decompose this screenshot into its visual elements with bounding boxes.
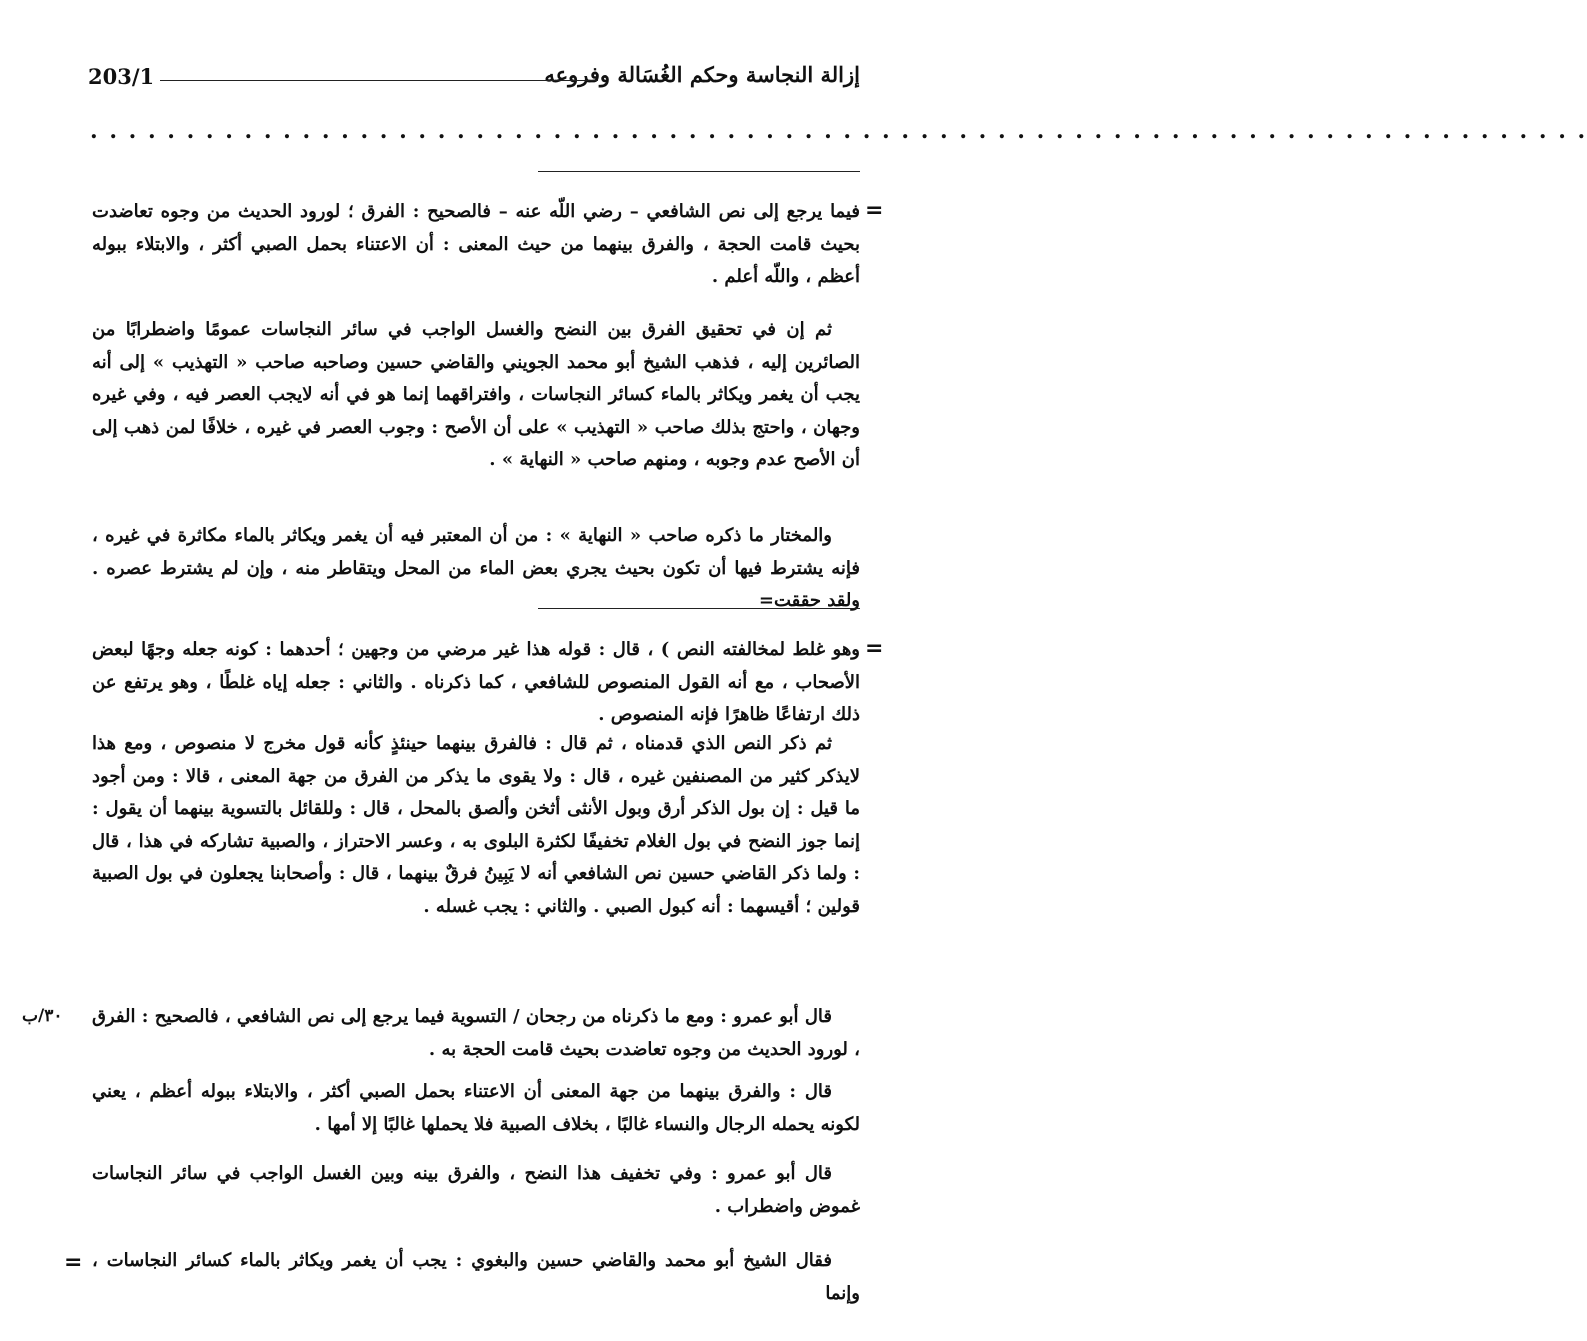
- continuation-mark-top: =: [865, 198, 884, 223]
- footnote-rule-top: [538, 171, 860, 172]
- footnote-bottom-text-2: ثم ذكر النص الذي قدمناه ، ثم قال : فالفرق بينهما حينئذٍ كأنه قول مخرج لا منصوص ، ومع هذا لايذكر كثير من المصنفين غيره ، قال : ولا يقوى ما يذكر من الفرق من جهة المعنى ، قالا : ومن أجود ما قيل : إن بول الذكر أرق وبول الأنثى أثخن وألصق بالمحل ، قال : وللقائل بالتسوية بينهما أن يقول : إنما جوز النضح في بول الغلام تخفيفًا لكثرة البلوى به ، وعسر الاحتراز ، والصبية تشاركه في هذا ، قال : ولما ذكر القاضي حسين نص الشافعي أنه لا يَبِينُ فرقٌ بينهما ، قال : وأصحابنا يجعلون في بول الصبية قولين ؛ أقيسهما : أنه كبول الصبي . والثاني : يجب غسله .: [92, 733, 861, 917]
- footnote-top-text-3: والمختار ما ذكره صاحب « النهاية » : من أن المعتبر فيه أن يغمر ويكاثر بالماء مكاثرة في غيره ، فإنه يشترط فيها أن تكون بحيث يجري بعض الماء من المحل ويتقاطر منه ، وإن لم يشترط عصره . ولقد حققت=: [92, 525, 860, 611]
- continuation-mark-end: =: [64, 1250, 83, 1275]
- footnote-top-paragraph-2: [92, 314, 860, 477]
- footnote-top-text-2: ثم إن في تحقيق الفرق بين النضح والغسل الواجب في سائر النجاسات عمومًا واضطرابًا من الصائرين إليه ، فذهب الشيخ أبو محمد الجويني والقاضي حسين وصاحبه صاحب « التهذيب » إلى أنه يجب أن يغمر ويكاثر بالماء كسائر النجاسات ، وافتراقهما إنما هو في أنه لايجب العصر فيه ، وفي غيره وجهان ، واحتج بذلك صاحب « التهذيب » على أن الأصح : وجوب العصر في غيره ، خلافًا لمن ذهب إلى أن الأصح عدم وجوبه ، ومنهم صاحب « النهاية » .: [92, 319, 860, 470]
- page-number: 203/1: [88, 64, 155, 89]
- footnote-rule-bottom: [538, 608, 860, 609]
- continuation-mark-bottom: =: [865, 636, 884, 661]
- footnote-top-paragraph-3: [92, 520, 860, 618]
- dotted-separator: . . . . . . . . . . . . . . . . . . . . . . . . . . . . . . . . . . . . . . . . . . . . . . . . . . . . . . . . . . . . . . . . . . . . . . . . . . . . . .: [90, 118, 1587, 144]
- footnote-bottom-text-4: قال : والفرق بينهما من جهة المعنى أن الاعتناء بحمل الصبي أكثر ، والابتلاء ببوله أعظم ، يعني لكونه يحمله الرجال والنساء غالبًا ، بخلاف الصبية فلا يحملها غالبًا إلا أمها .: [92, 1081, 860, 1135]
- footnote-bottom-text-6: فقال الشيخ أبو محمد والقاضي حسين والبغوي : يجب أن يغمر ويكاثر بالماء كسائر النجاسات ، وإنما: [92, 1250, 860, 1304]
- chapter-title: إزالة النجاسة وحكم الغُسَالة وفروعه: [544, 62, 860, 87]
- footnote-bottom-paragraph-3: [92, 1001, 860, 1066]
- footnote-bottom-text-5: قال أبو عمرو : وفي تخفيف هذا النضح ، والفرق بينه وبين الغسل الواجب في سائر النجاسات غموض واضطراب .: [92, 1163, 860, 1217]
- footnote-bottom-paragraph-2: [92, 728, 860, 923]
- footnote-top-text-1: فيما يرجع إلى نص الشافعي – رضي اللّه عنه – فالصحيح : الفرق ؛ لورود الحديث من وجوه تعاضدت بحيث قامت الحجة ، والفرق بينهما من حيث المعنى : أن الاعتناء بحمل الصبي أكثر ، والابتلاء ببوله أعظم ، واللّه أعلم .: [92, 201, 860, 287]
- footnote-bottom-paragraph-6: [92, 1245, 860, 1310]
- header-rule: [160, 80, 598, 81]
- footnote-bottom-paragraph-5: [92, 1158, 860, 1223]
- running-header: [88, 62, 860, 98]
- footnote-bottom-paragraph-1: [92, 634, 860, 732]
- footnote-bottom-text-3: قال أبو عمرو : ومع ما ذكرناه من رجحان / التسوية فيما يرجع إلى نص الشافعي ، فالصحيح : الفرق ، لورود الحديث من وجوه تعاضدت بحيث قامت الحجة به .: [92, 1006, 860, 1060]
- manuscript-folio-note: ٣٠/ب: [22, 1006, 63, 1026]
- footnote-bottom-text-1: وهو غلط لمخالفته النص ) ، قال : قوله هذا غير مرضي من وجهين ؛ أحدهما : كونه جعله وجهًا لبعض الأصحاب ، مع أنه القول المنصوص للشافعي ، كما ذكرناه . والثاني : جعله إياه غلطًا ، وهو يرتفع عن ذلك ارتفاعًا ظاهرًا فإنه المنصوص .: [92, 639, 860, 725]
- footnote-bottom-paragraph-4: [92, 1076, 860, 1141]
- footnote-top-paragraph-1: [92, 196, 860, 294]
